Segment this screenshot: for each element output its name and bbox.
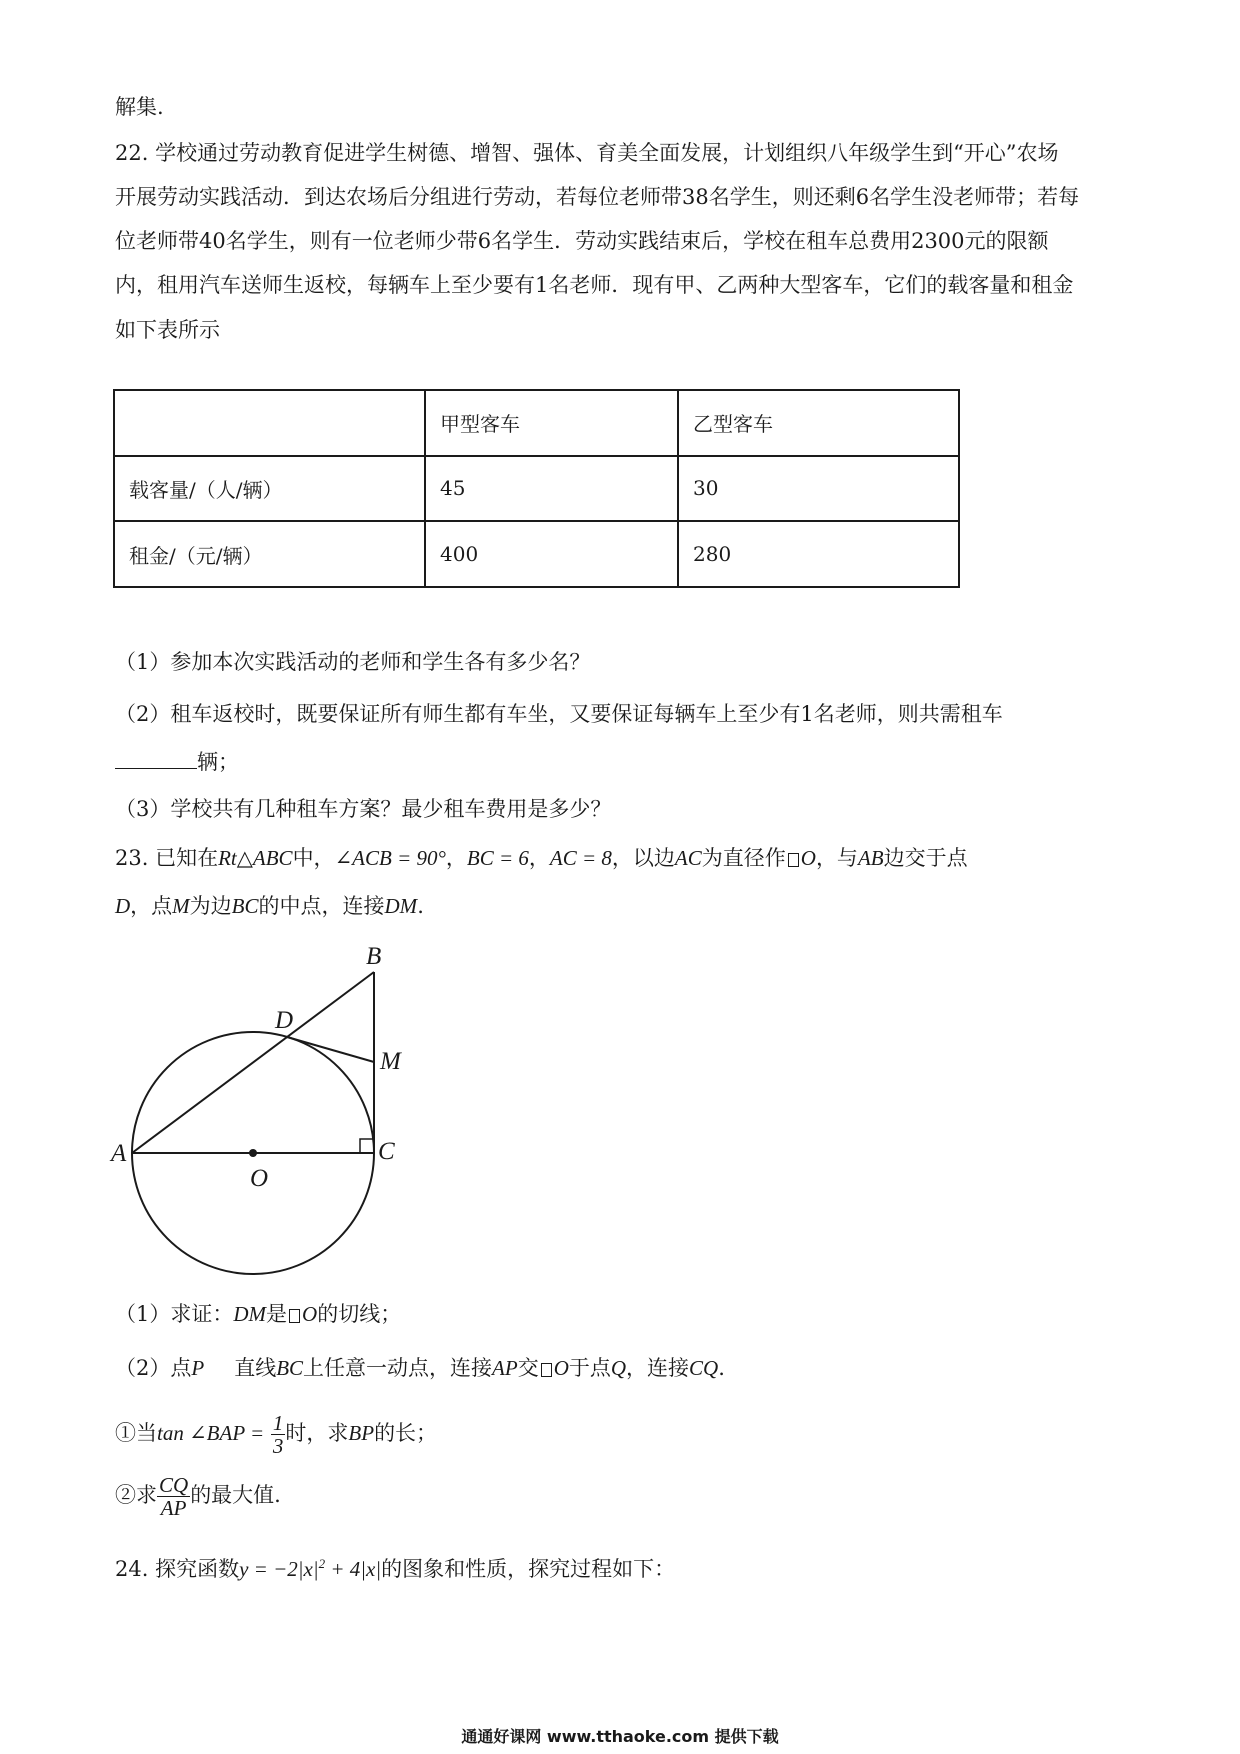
segment-dm <box>287 1037 374 1062</box>
text-segment: 的切线； <box>317 1302 402 1326</box>
label-c: C <box>378 1138 395 1165</box>
math-text: BC <box>276 1356 304 1380</box>
text-segment: ，点 <box>130 894 173 918</box>
text-segment: 23. 已知在 <box>115 846 219 870</box>
question-23-line <box>115 891 424 921</box>
table-header-cell <box>114 390 425 456</box>
text-segment: 24. 探究函数 <box>115 1557 240 1581</box>
q23-subquestion-1 <box>115 1299 401 1329</box>
text-segment: ，连接 <box>626 1356 690 1380</box>
text-segment: 为边 <box>189 894 232 918</box>
text-segment: ，以边 <box>611 846 675 870</box>
text-segment: （2）点 <box>115 1356 192 1380</box>
fraction-denominator: 3 <box>272 1434 284 1458</box>
math-text: DM <box>384 894 418 918</box>
table-cell: 载客量/（人/辆） <box>114 456 425 522</box>
text-segment: 的最大值. <box>190 1483 281 1507</box>
q23-step-1 <box>115 1408 437 1458</box>
math-text: O <box>553 1356 569 1380</box>
table-cell: 280 <box>678 521 959 587</box>
text-segment: ， <box>528 846 550 870</box>
table-cell: 租金/（元/辆） <box>114 521 425 587</box>
segment-ab <box>132 972 374 1153</box>
math-text: BC = 6 <box>466 846 529 870</box>
label-o: O <box>250 1165 269 1192</box>
question-23-line <box>115 843 968 873</box>
question-22-line: 位老师带40名学生，则有一位老师少带6名学生．劳动实践结束后，学校在租车总费用2300元的限额 <box>115 229 1049 253</box>
table-header-row <box>114 390 959 456</box>
math-text: O <box>800 846 816 870</box>
text-segment: 的图象和性质，探究过程如下： <box>381 1557 676 1581</box>
text-segment: 的长； <box>374 1421 438 1445</box>
fraction <box>157 1474 190 1519</box>
question-22-line: 内，租用汽车送师生返校，每辆车上至少要有1名老师．现有甲、乙两种大型客车，它们的载客量和租金 <box>115 273 1074 297</box>
math-text: BC <box>231 894 259 918</box>
unit-text: 辆； <box>197 750 239 774</box>
q23-step-2 <box>115 1470 281 1520</box>
math-text: AC <box>674 846 702 870</box>
table-row <box>114 456 959 522</box>
math-text: CQ <box>689 1356 719 1380</box>
math-text: BP <box>348 1421 375 1445</box>
subquestion-3: （3）学校共有几种租车方案？最少租车费用是多少？ <box>115 797 612 821</box>
text-segment: 中， <box>292 846 335 870</box>
table-header-cell: 甲型客车 <box>425 390 678 456</box>
table-cell: 30 <box>678 456 959 522</box>
exponent: 2 <box>318 1556 326 1571</box>
math-text: y = −2|x| <box>239 1557 319 1581</box>
text-segment: 为直径作 <box>701 846 786 870</box>
text-segment: ①当 <box>115 1421 157 1445</box>
circle-symbol-icon <box>788 853 799 867</box>
question-22-line: 开展劳动实践活动．到达农场后分组进行劳动，若每位老师带38名学生，则还剩6名学生没老师带；若每 <box>115 185 1080 209</box>
text-segment: 的中点，连接 <box>258 894 385 918</box>
text-segment: 交 <box>517 1356 539 1380</box>
math-text: AC = 8 <box>549 846 612 870</box>
subquestion-1: （1）参加本次实践活动的老师和学生各有多少名？ <box>115 650 591 674</box>
table-header-cell: 乙型客车 <box>678 390 959 456</box>
math-text: P <box>191 1356 205 1380</box>
circle-symbol-icon <box>541 1363 552 1377</box>
footer-source: 通通好课网 www.tthaoke.com 提供下载 <box>461 1727 779 1746</box>
math-text: D <box>115 894 131 918</box>
label-a: A <box>111 1140 127 1167</box>
label-d: D <box>275 1007 294 1034</box>
right-angle-mark <box>360 1139 374 1153</box>
label-b: B <box>366 943 382 970</box>
math-text: + 4|x| <box>325 1557 382 1581</box>
text-segment: （1）求证： <box>115 1302 234 1326</box>
math-text: AB <box>857 846 884 870</box>
math-text: tan ∠BAP = <box>157 1421 265 1445</box>
math-text: DM <box>233 1302 267 1326</box>
text-segment: ，与 <box>815 846 858 870</box>
text-segment: 上任意一动点，连接 <box>303 1356 493 1380</box>
q23-subquestion-2 <box>115 1353 725 1383</box>
text-segment: 边交于点 <box>883 846 968 870</box>
bus-table <box>113 389 960 588</box>
text-segment: 于点 <box>568 1356 611 1380</box>
text-segment: ②求 <box>115 1483 157 1507</box>
text-segment: 直线 <box>234 1356 277 1380</box>
text-segment: ， <box>445 846 467 870</box>
text-segment: . <box>718 1356 725 1380</box>
center-point-o <box>249 1149 257 1157</box>
fraction-numerator: 1 <box>272 1411 284 1435</box>
math-text: ∠ACB = 90° <box>334 846 446 870</box>
subquestion-2-answer-line <box>115 747 239 777</box>
math-text: M <box>172 894 190 918</box>
subquestion-2: （2）租车返校时，既要保证所有师生都有车坐，又要保证每辆车上至少有1名老师，则共需租车 <box>115 702 1003 726</box>
math-text: AP <box>492 1356 518 1380</box>
fraction-numerator: CQ <box>159 1473 189 1497</box>
table-cell: 400 <box>425 521 678 587</box>
label-m: M <box>380 1048 401 1075</box>
math-text: Q <box>610 1356 627 1380</box>
text-segment: 时，求 <box>285 1421 349 1445</box>
question-24-line <box>115 1549 675 1584</box>
math-text: O <box>302 1302 318 1326</box>
circle-symbol-icon <box>289 1309 300 1323</box>
text-line: 解集. <box>115 95 164 119</box>
question-22-line: 22. 学校通过劳动教育促进学生树德、增智、强体、育美全面发展，计划组织八年级学生到“开心”农场 <box>115 141 1059 165</box>
fraction <box>271 1412 286 1457</box>
answer-blank[interactable] <box>115 748 197 769</box>
question-22-line: 如下表所示 <box>115 318 220 342</box>
fraction-denominator: AP <box>160 1496 187 1520</box>
table-cell: 45 <box>425 456 678 522</box>
text-segment: 是 <box>266 1302 288 1326</box>
math-text: Rt△ABC <box>218 846 293 870</box>
table-row <box>114 521 959 587</box>
geometry-figure <box>100 935 420 1280</box>
text-segment: . <box>417 894 424 918</box>
